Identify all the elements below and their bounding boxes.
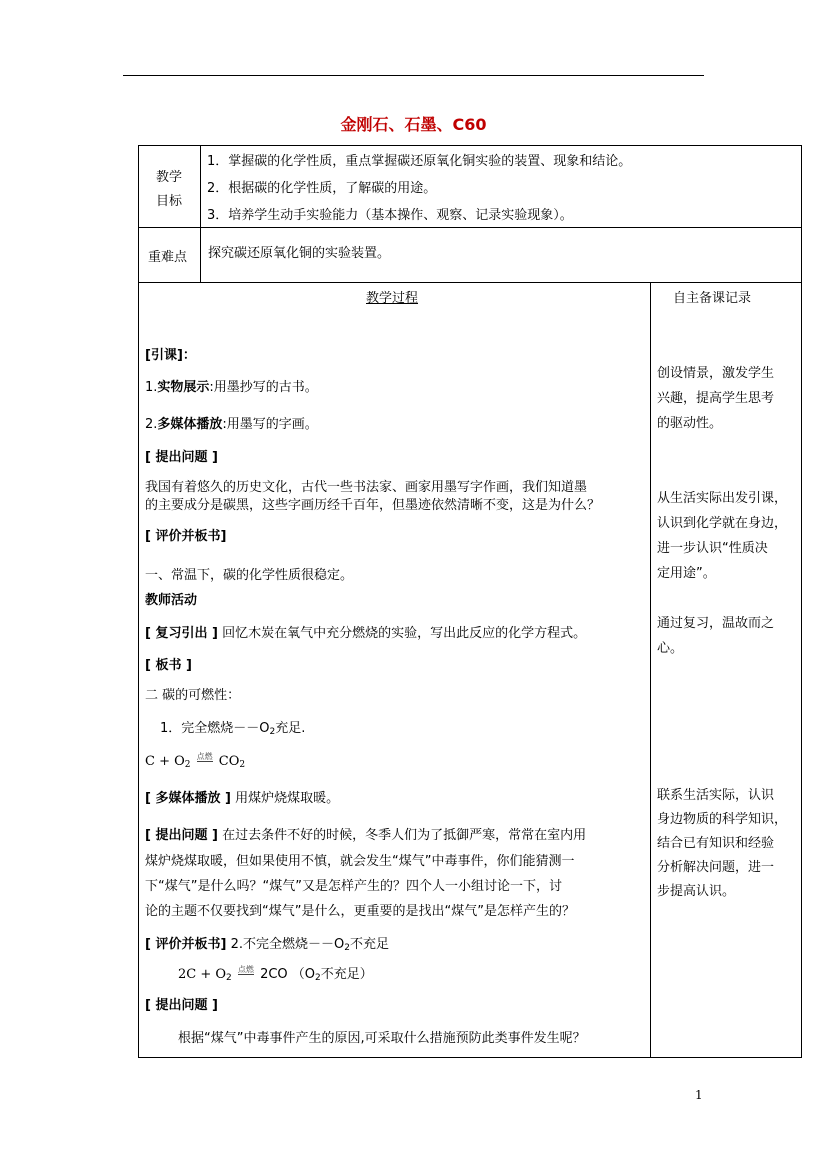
text: 不充足 (349, 937, 389, 952)
subscript: 2 (269, 727, 276, 737)
text: 不充足） (320, 967, 373, 982)
note-line: 通过复习，温故而之 (657, 616, 775, 631)
item-number: 2. (145, 417, 158, 432)
section-heading: [ 提出问题 ] (145, 450, 218, 465)
table-border-bottom (138, 1057, 802, 1058)
incomplete-line (145, 933, 389, 953)
question-text: 在过去条件不好的时候，冬季人们为了抵御严寒，常常在室内用 (222, 828, 587, 843)
intro-heading: [引课]： (145, 348, 196, 363)
table-divider-2 (138, 282, 802, 283)
note-line: 步提高认识。 (657, 884, 736, 899)
equation-2 (178, 963, 373, 983)
media-line (145, 787, 339, 806)
note-line: 定用途”。 (657, 566, 716, 581)
review-text: 回忆木炭在氧气中充分燃烧的实验，写出此反应的化学方程式。 (222, 626, 587, 641)
process-header: 教学过程 (366, 291, 419, 306)
reaction-condition: 点燃 (237, 965, 254, 974)
goal-item: 2．根据碳的化学性质，了解碳的用途。 (207, 181, 437, 196)
note-line: 认识到化学就在身边， (657, 516, 788, 531)
label-column-divider (200, 145, 201, 283)
item-text: :用墨抄写的古书。 (209, 380, 318, 395)
table-border-left (138, 145, 139, 1058)
conclusion-text: 一、常温下，碳的化学性质很稳定。 (145, 568, 354, 583)
subscript: 2 (239, 760, 246, 770)
key-label: 重难点 (148, 250, 188, 265)
note-block (657, 361, 774, 436)
note-line: 心。 (657, 641, 684, 656)
text: CO (218, 754, 240, 769)
question-text: 根据“煤气”中毒事件产生的原因,可采取什么措施预防此类事件发生呢？ (178, 1031, 586, 1046)
subscript: 2 (315, 973, 321, 983)
text: 2.不完全燃烧－－O (230, 937, 345, 952)
note-line: 的驱动性。 (657, 416, 723, 431)
subscript: 2 (344, 943, 350, 953)
note-line: 分析解决问题，进一 (657, 860, 775, 875)
section-heading: [ 板书 ] (145, 658, 192, 673)
section-heading: [ 评价并板书] (145, 937, 227, 952)
text: 1．完全燃烧－－O (160, 721, 270, 736)
combustion-title: 二 碳的可燃性： (145, 688, 241, 703)
item-text: :用墨写的字画。 (222, 417, 318, 432)
section-heading: 教师活动 (145, 593, 198, 608)
text: 2C + O (178, 967, 227, 982)
page-title: 金刚石、石墨、C60 (340, 115, 487, 134)
section-heading: [ 多媒体播放 ] (145, 791, 231, 806)
note-block (657, 611, 774, 661)
note-line: 兴趣，提高学生思考 (657, 391, 775, 406)
header-rule (123, 75, 704, 76)
section-heading: [ 提出问题 ] (145, 828, 218, 843)
list-item (145, 376, 318, 395)
note-line: 身边物质的科学知识， (657, 812, 788, 827)
note-line: 进一步认识“性质决 (657, 541, 768, 556)
section-heading: [ 复习引出 ] (145, 626, 218, 641)
list-item (145, 413, 318, 432)
goal-label-2: 目标 (156, 194, 183, 209)
note-line: 结合已有知识和经验 (657, 836, 775, 851)
subscript: 2 (184, 760, 191, 770)
notes-header: 自主备课记录 (673, 291, 752, 306)
key-text: 探究碳还原氧化铜的实验装置。 (208, 246, 391, 261)
table-border-top (138, 145, 802, 146)
item-number: 1. (145, 380, 158, 395)
text: C + O (145, 754, 185, 769)
section-heading: [ 评价并板书] (145, 529, 227, 544)
note-line: 从生活实际出发引课， (657, 491, 788, 506)
review-line (145, 622, 586, 641)
paragraph-line: 的主要成分是碳黑，这些字画历经千百年，但墨迹依然清晰不变，这是为什么？ (145, 498, 601, 513)
goal-item: 3．培养学生动手实验能力（基本操作、观察、记录实验现象）。 (207, 208, 573, 223)
item-label: 实物展示 (157, 380, 210, 395)
paragraph-line: 下“煤气”是什么吗？“煤气”又是怎样产生的？四个人一小组讨论一下，讨 (145, 879, 562, 894)
subscript: 2 (226, 973, 232, 983)
notes-column-divider (650, 282, 651, 1058)
equation-1 (145, 753, 245, 770)
page-number: 1 (695, 1088, 703, 1102)
text: 充足. (275, 721, 306, 736)
item-label: 多媒体播放 (157, 417, 223, 432)
table-border-right (801, 145, 802, 1058)
section-heading: [ 提出问题 ] (145, 998, 218, 1013)
paragraph-line: 我国有着悠久的历史文化，古代一些书法家、画家用墨写字作画，我们知道墨 (145, 480, 588, 495)
paragraph-line: 煤炉烧煤取暖，但如果使用不慎，就会发生“煤气”中毒事件，你们能猜测一 (145, 854, 575, 869)
goal-item: 1．掌握碳的化学性质，重点掌握碳还原氧化铜实验的装置、现象和结论。 (207, 154, 632, 169)
goal-label-1: 教学 (156, 170, 183, 185)
reaction-condition: 点燃 (196, 752, 213, 761)
note-block (657, 486, 787, 586)
note-line: 联系生活实际，认识 (657, 788, 775, 803)
complete-combustion (160, 717, 305, 737)
note-block (657, 784, 787, 904)
paragraph-line: 论的主题不仅要找到“煤气”是什么，更重要的是找出“煤气”是怎样产生的？ (145, 904, 575, 919)
text: 2CO （O (260, 967, 316, 982)
table-divider-1 (138, 227, 802, 228)
note-line: 创设情景，激发学生 (657, 366, 775, 381)
question-line (145, 824, 586, 843)
media-text: 用煤炉烧煤取暖。 (235, 791, 340, 806)
